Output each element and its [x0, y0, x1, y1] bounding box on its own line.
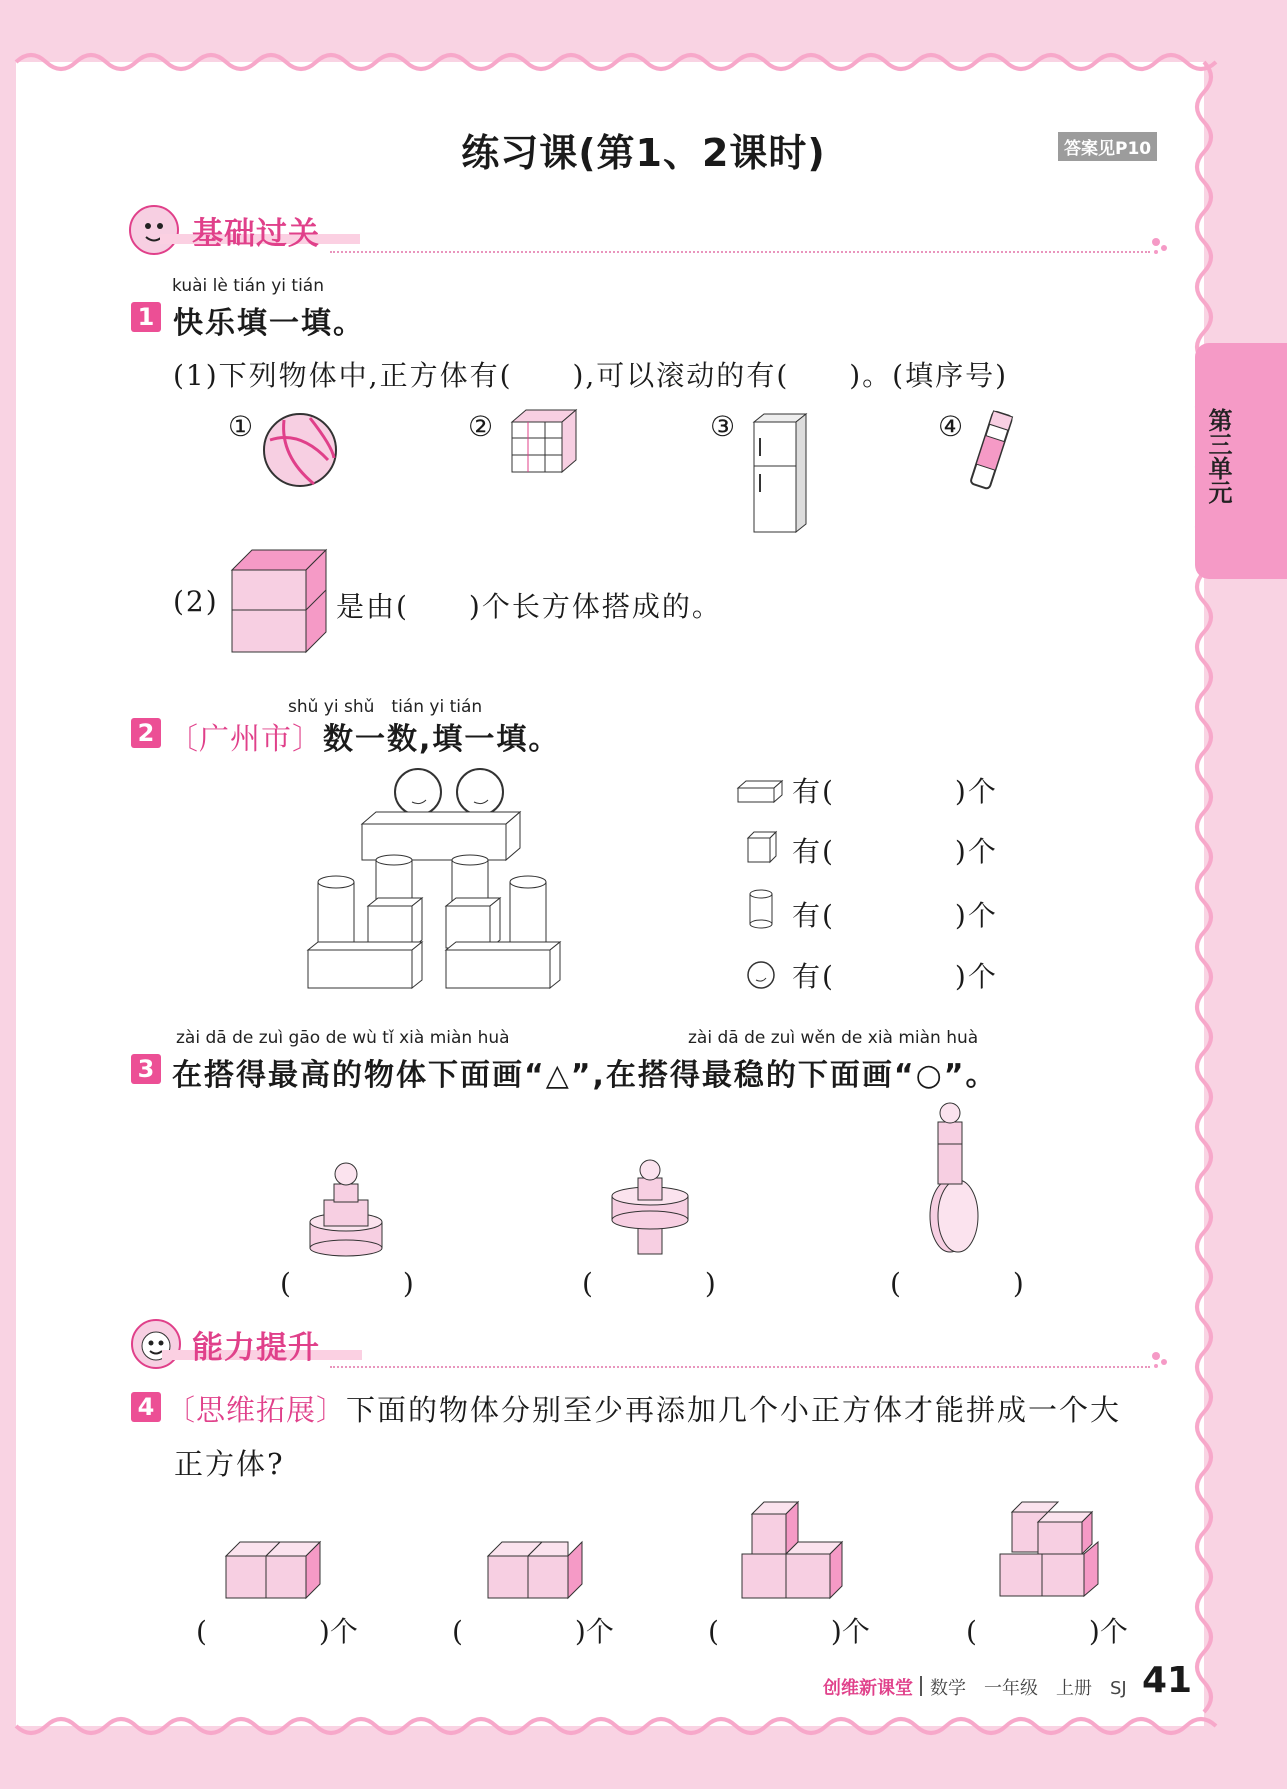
q4-title-line1: [166, 1388, 1121, 1429]
q1-pinyin: kuài lè tián yi tián: [172, 276, 324, 296]
section-title-advanced: 能力提升: [192, 1330, 320, 1366]
q1-item4-label: ④: [938, 410, 966, 443]
q3-number: 3: [131, 1054, 161, 1084]
q2-title-text: 数一数,填一填。: [323, 722, 561, 757]
q3-pinyin-a: zài dā de zuì gāo de wù tǐ xià miàn huà: [176, 1028, 510, 1048]
cylinder-icon: [748, 888, 776, 930]
footer-divider: [920, 1676, 922, 1696]
cubes-figure-1: [224, 1536, 330, 1602]
q1-title: 快乐填一填。: [173, 306, 365, 341]
q3-answer-2[interactable]: ( ): [582, 1267, 716, 1300]
refrigerator-icon: [752, 412, 808, 534]
q4-title-text: 下面的物体分别至少再添加几个小正方体才能拼成一个大: [346, 1393, 1122, 1427]
q1-part2-text: 是由( )个长方体搭成的。: [336, 590, 722, 623]
section-divider-2: [330, 1366, 1150, 1368]
q4-answer-1[interactable]: ( )个: [196, 1615, 358, 1648]
q4-title-line2: 正方体?: [174, 1447, 285, 1481]
q4-answer-4[interactable]: ( )个: [966, 1615, 1128, 1648]
q2-number: 2: [131, 718, 161, 748]
cubes-figure-3: [740, 1494, 846, 1602]
q2-region-tag: 〔广州市〕: [168, 722, 323, 757]
stack-tall-figure: [926, 1102, 982, 1256]
q2-row3-text: 有( )个: [792, 899, 998, 932]
q1-item2-label: ②: [468, 410, 496, 443]
ball-icon: [262, 412, 340, 490]
cube-grid-icon: [510, 408, 580, 476]
q2-pinyin: shǔ yi shǔ tián yi tián: [288, 697, 483, 717]
section-divider: [330, 251, 1150, 253]
glue-stick-icon: [968, 408, 1014, 494]
mascot-monkey-icon: [130, 1318, 182, 1370]
section-title-basic: 基础过关: [192, 216, 320, 252]
q1-part2-prefix: (2): [173, 585, 219, 618]
q2-row1-text: 有( )个: [792, 775, 998, 808]
stack-short-figure: [306, 1162, 386, 1256]
q1-part1-text: (1)下列物体中,正方体有( ),可以滚动的有( )。(填序号): [173, 359, 1009, 392]
q2-title: [168, 714, 560, 758]
footer-info: 数学 一年级 上册 SJ: [930, 1678, 1127, 1699]
unit-side-label: 第三单元: [1204, 408, 1232, 504]
q1-item1-label: ①: [228, 410, 256, 443]
sphere-icon: [746, 960, 778, 992]
page-number: 41: [1142, 1660, 1193, 1701]
q1-number: 1: [131, 302, 161, 332]
q2-row2-text: 有( )个: [792, 835, 998, 868]
answer-reference: 答案见P10: [1058, 132, 1157, 161]
q4-answer-2[interactable]: ( )个: [452, 1615, 614, 1648]
q1-item3-label: ③: [710, 410, 738, 443]
q3-answer-3[interactable]: ( ): [890, 1267, 1024, 1300]
page-title: 练习课(第1、2课时): [461, 131, 826, 175]
cuboid-stack-icon: [230, 548, 330, 656]
q4-answer-3[interactable]: ( )个: [708, 1615, 870, 1648]
cube-icon: [746, 830, 778, 864]
stack-disc-figure: [608, 1156, 692, 1256]
q4-number: 4: [131, 1392, 161, 1422]
dots-icon-2: [1150, 1350, 1174, 1370]
mascot-icon: [128, 204, 180, 256]
q3-pinyin-b: zài dā de zuì wěn de xià miàn huà: [688, 1028, 979, 1048]
q3-title: 在搭得最高的物体下面画“△”,在搭得最稳的下面画“○”。: [172, 1058, 998, 1093]
cubes-figure-4: [998, 1494, 1104, 1602]
cubes-figure-2: [486, 1536, 592, 1602]
footer-brand: 创维新课堂: [823, 1678, 913, 1699]
q4-tag: 〔思维拓展〕: [166, 1393, 347, 1427]
q3-answer-1[interactable]: ( ): [280, 1267, 414, 1300]
q2-row4-text: 有( )个: [792, 960, 998, 993]
dots-icon: [1150, 236, 1174, 256]
building-blocks-figure: [300, 766, 570, 992]
cuboid-icon: [736, 778, 784, 806]
